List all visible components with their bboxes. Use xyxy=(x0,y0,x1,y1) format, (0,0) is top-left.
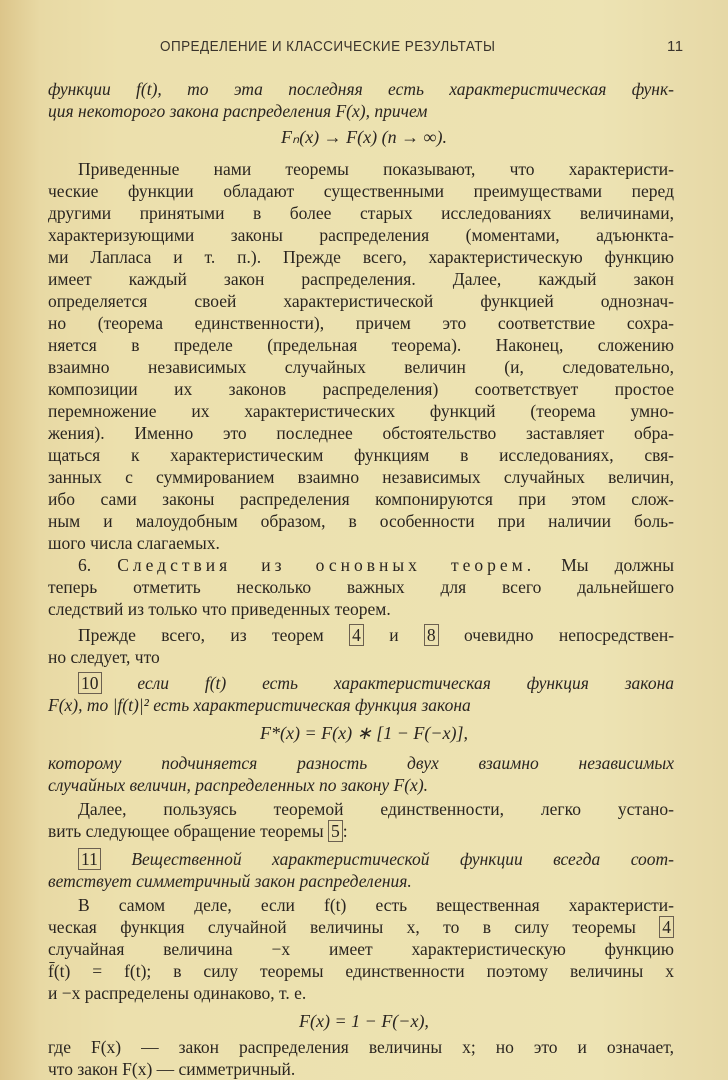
theorem-label-11: 11 xyxy=(78,848,101,870)
text-line: ческая функция случайной величины x, то в силу теоремы 4 xyxy=(48,916,674,938)
text-span: Мы должны xyxy=(561,555,674,575)
text-line: но (теорема единственности), причем это соответствие сохра- xyxy=(48,313,674,333)
text-line: другими принятыми в более старых исследованиях величинами, xyxy=(48,203,674,223)
theorem-label-10: 10 xyxy=(78,672,102,694)
text-line: теперь отметить несколько важных для всего дальнейшего xyxy=(48,577,674,597)
text-line: перемножение их характеристических функций (теорема умно- xyxy=(48,401,674,421)
text-line: определяется своей характеристической функцией однознач- xyxy=(48,291,674,311)
text-line: где F(x) — закон распределения величины x; но это и означает, xyxy=(48,1037,674,1057)
text-line: но следует, что xyxy=(48,647,160,667)
text-line: жения). Именно это последнее обстоятельство заставляет обра- xyxy=(48,423,674,443)
running-title: ОПРЕДЕЛЕНИЕ И КЛАССИЧЕСКИЕ РЕЗУЛЬТАТЫ xyxy=(160,38,496,55)
text-line: ми Лапласа и т. п.). Прежде всего, характеристическую функцию xyxy=(48,247,674,267)
text-line: F(x), то |f(t)|² есть характеристическая функция закона xyxy=(48,695,471,715)
text-line: имеет каждый закон распределения. Далее, каждый закон xyxy=(48,269,674,289)
text-line: характеризующими законы распределения (моментами, адъюнкта- xyxy=(48,225,674,245)
text-line: ческие функции обладают существенными преимуществами перед xyxy=(48,181,674,201)
text-line: что закон F(x) — симметричный. xyxy=(48,1059,296,1079)
text-line: f̄(t) = f(t); в силу теоремы единственности поэтому величины x xyxy=(48,961,674,981)
formula-symmetry: F(x) = 1 − F(−x), xyxy=(299,1011,429,1031)
page-number: 11 xyxy=(667,38,684,55)
text-line: шого числа слагаемых. xyxy=(48,533,220,553)
section-heading-line xyxy=(78,554,674,576)
section-number: 6. xyxy=(78,555,92,575)
text-line: ным и малоудобным образом, в особенности при наличии боль- xyxy=(48,511,674,531)
text-line: случайная величина −x имеет характеристическую функцию xyxy=(48,939,674,959)
text-line: композиции их законов распределения) соответствует простое xyxy=(48,379,674,399)
text-line: вить следующее обращение теоремы 5 : xyxy=(48,821,348,841)
formula-limit: Fₙ(x) → F(x) (n → ∞). xyxy=(281,127,447,147)
text-line: ибо сами законы распределения компонируются при этом слож- xyxy=(48,489,674,509)
text-line: следствий из только что приведенных теорем. xyxy=(48,599,391,619)
text-line: Прежде всего, из теорем 4 и 8 очевидно непосредствен- xyxy=(78,625,675,645)
theorem-10-line: 10 если f(t) есть характеристическая функция закона xyxy=(78,672,674,694)
text-line: и −x распределены одинаково, т. е. xyxy=(48,983,307,1003)
text-line: случайных величин, распределенных по закону F(x). xyxy=(48,775,429,795)
section-title: Следствия из основных теорем. xyxy=(117,555,536,575)
theorem-ref-8: 8 xyxy=(424,624,439,646)
text-line: Приведенные нами теоремы показывают, что характеристи- xyxy=(78,159,674,179)
text-line: Далее, пользуясь теоремой единственности, легко устано- xyxy=(78,799,674,819)
text-line: ция некоторого закона распределения F(x), причем xyxy=(48,101,428,121)
theorem-ref-5: 5 xyxy=(328,820,343,842)
text-line: В самом деле, если f(t) есть вещественная характеристи- xyxy=(78,895,674,915)
text-line: взаимно независимых случайных величин (и, следовательно, xyxy=(48,357,674,377)
theorem-ref-4: 4 xyxy=(349,624,364,646)
text-line: занных с суммированием взаимно независимых случайных величин, xyxy=(48,467,674,487)
theorem-11-line: 11 Вещественной характеристической функции всегда соот- xyxy=(78,848,674,870)
theorem-ref-4b: 4 xyxy=(659,916,674,938)
text-line: щаться к характеристическим функциям в исследованиях, свя- xyxy=(48,445,674,465)
text-line: функции f(t), то эта последняя есть характеристическая функ- xyxy=(48,79,674,99)
text-line: няется в пределе (предельная теорема). Наконец, сложению xyxy=(48,335,674,355)
text-line: которому подчиняется разность двух взаимно независимых xyxy=(48,753,674,773)
text-line: ветствует симметричный закон распределения. xyxy=(48,871,412,891)
formula-convolution: F*(x) = F(x) ∗ [1 − F(−x)], xyxy=(260,723,468,743)
